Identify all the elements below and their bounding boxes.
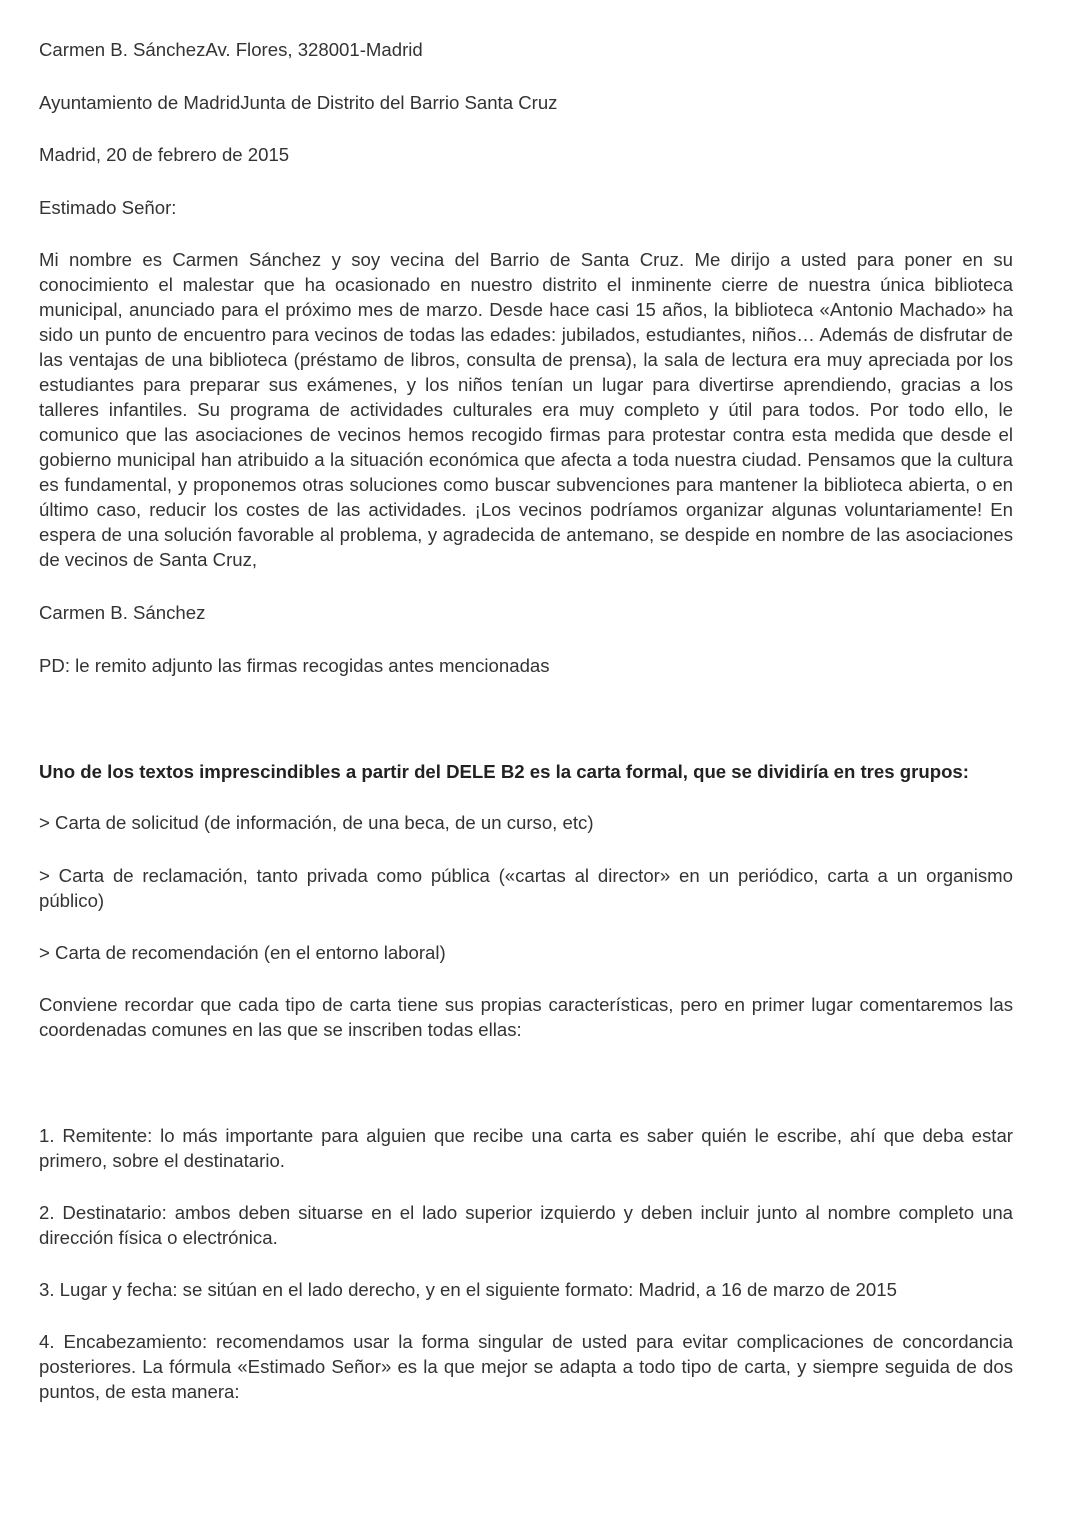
recipient-line: Ayuntamiento de MadridJunta de Distrito del Barrio Santa Cruz <box>39 92 558 113</box>
postscript-line: PD: le remito adjunto las firmas recogidas antes mencionadas <box>39 655 550 676</box>
sender-line: Carmen B. SánchezAv. Flores, 328001-Madrid <box>39 39 423 60</box>
guide-point: 1. Remitente: lo más importante para alguien que recibe una carta es saber quién le escribe, ahí que deba estar primero, sobre el destinatario. <box>39 1125 1013 1171</box>
guide-point: 4. Encabezamiento: recomendamos usar la forma singular de usted para evitar complicaciones de concordancia posteriores. La fórmula «Estimado Señor» es la que mejor se adapta a todo tipo de carta, y siempre seguida de dos puntos, de esta manera: <box>39 1331 1013 1402</box>
greeting-line: Estimado Señor: <box>39 197 177 218</box>
letter-type-item: > Carta de reclamación, tanto privada como pública («cartas al director» en un periódico, carta a un organismo público) <box>39 865 1013 911</box>
guide-intro-heading: Uno de los textos imprescindibles a partir del DELE B2 es la carta formal, que se dividiría en tres grupos: <box>39 761 969 782</box>
letter-type-item: > Carta de recomendación (en el entorno laboral) <box>39 942 446 963</box>
letter-body: Mi nombre es Carmen Sánchez y soy vecina del Barrio de Santa Cruz. Me dirijo a usted para poner en su conocimiento el malestar que ha ocasionado en nuestro distrito el inminente cierre de nuestra única biblioteca municipal, anunciado para el próximo mes de marzo. Desde hace casi 15 años, la biblioteca «Antonio Machado» ha sido un punto de encuentro para vecinos de todas las edades: jubilados, estudiantes, niños… Además de disfrutar de las ventajas de una biblioteca (préstamo de libros, consulta de prensa), la sala de lectura era muy apreciada por los estudiantes para preparar sus exámenes, y los niños tenían un lugar para divertirse aprendiendo, gracias a los talleres infantiles. Su programa de actividades culturales era muy completo y útil para todos. Por todo ello, le comunico que las asociaciones de vecinos hemos recogido firmas para protestar contra esta medida que desde el gobierno municipal han atribuido a la situación económica que afecta a toda nuestra ciudad. Pensamos que la cultura es fundamental, y proponemos otras soluciones como buscar subvenciones para mantener la biblioteca abierta, o en último caso, reducir los costes de las actividades. ¡Los vecinos podríamos organizar algunas voluntariamente! En espera de una solución favorable al problema, y agradecida de antemano, se despide en nombre de las asociaciones de vecinos de Santa Cruz, <box>39 249 1013 570</box>
signature-line: Carmen B. Sánchez <box>39 602 206 623</box>
guide-transition: Conviene recordar que cada tipo de carta tiene sus propias características, pero en primer lugar comentaremos las coordenadas comunes en las que se inscriben todas ellas: <box>39 994 1013 1040</box>
letter-type-item: > Carta de solicitud (de información, de una beca, de un curso, etc) <box>39 812 594 833</box>
date-line: Madrid, 20 de febrero de 2015 <box>39 144 290 165</box>
guide-point: 3. Lugar y fecha: se sitúan en el lado derecho, y en el siguiente formato: Madrid, a 16 de marzo de 2015 <box>39 1279 897 1300</box>
guide-point: 2. Destinatario: ambos deben situarse en el lado superior izquierdo y deben incluir junto al nombre completo una dirección física o electrónica. <box>39 1202 1013 1248</box>
